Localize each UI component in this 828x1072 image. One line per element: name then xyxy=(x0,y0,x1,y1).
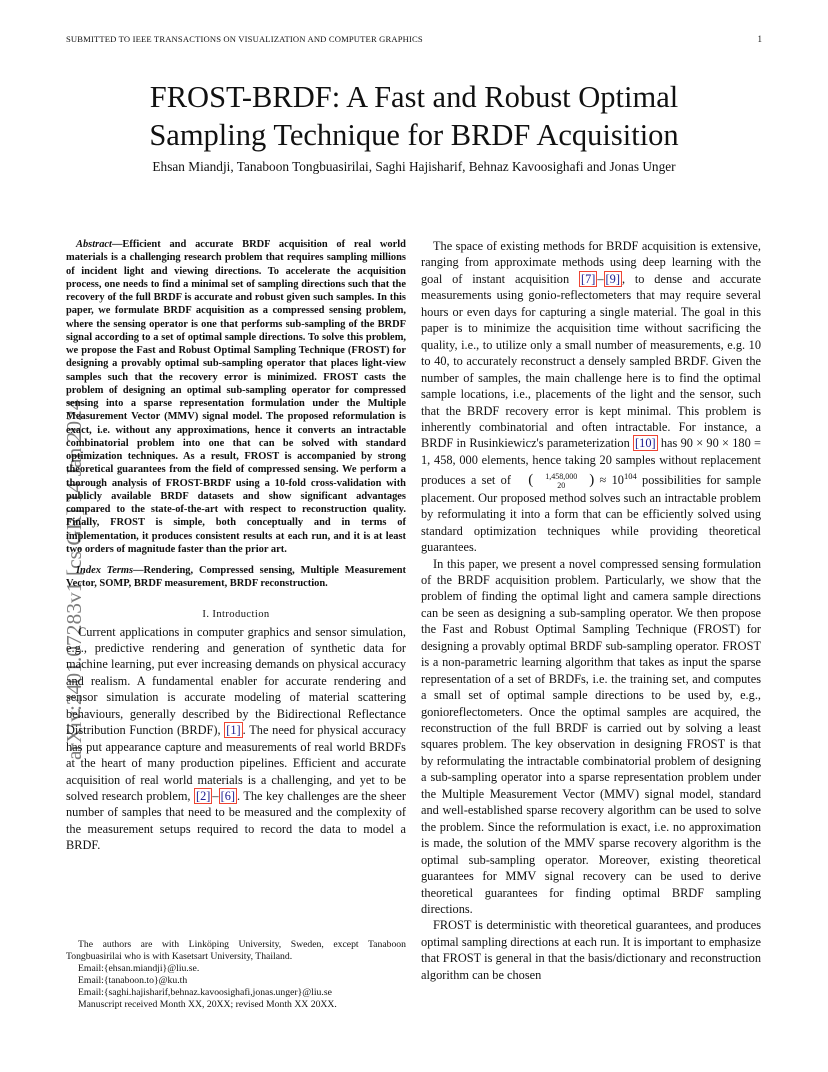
right-paragraph-3: FROST is deterministic with theoretical guarantees, and produces optimal sampling directions at each run. It is important to emphasize that FROST is general in that the basis/dictionary and reconstruction algorithm can be chosen xyxy=(421,918,761,982)
right-text-c: has 90 × 90 × 180 = 1, 458, 000 elements, hence taking 20 samples without replacement produces a set of xyxy=(421,436,761,488)
page-number: 1 xyxy=(757,34,762,44)
intro-dash: – xyxy=(212,789,219,804)
title-line-2: Sampling Technique for BRDF Acquisition xyxy=(149,118,679,152)
arxiv-stamp xyxy=(22,290,86,760)
citation-link[interactable]: [10] xyxy=(635,436,656,451)
title-line-1: FROST-BRDF: A Fast and Robust Optimal xyxy=(149,80,679,114)
arxiv-stamp-text: arXiv:2401.07283v1 [cs.GR] 14 Jan 2024 xyxy=(62,399,86,760)
left-column xyxy=(66,238,406,854)
right-column xyxy=(421,238,761,983)
footnote-email-3: Email:{saghi.hajisharif,behnaz.kavoosighafi,jonas.unger}@liu.se xyxy=(78,987,332,999)
citation-link[interactable]: [7] xyxy=(580,271,596,286)
section-heading-introduction: I. Introduction xyxy=(202,608,270,620)
right-paragraph-2: In this paper, we present a novel compressed sensing formulation of the BRDF acquisition problem. Particularly, we show that the problem of finding the optimal light and camera sample directions can be seen as designing a sub-sampling operator. We then propose the Fast and Robust Optimal Sampling Technique (FROST) for designing a provably optimal BRDF sub-sampling operator. FROST is a non-parametric learning algorithm that takes as input the sparse representation of a set of BRDFs, i.e. the training set, and computes a small set of optimal sample directions to be used by, e.g., gonioreflectometers. Once the optimal samples are acquired, the reconstruction of the full BRDF is carried out by solving a least squares problem. The key observation in designing FROST is that by reformulating the intractable combinatorial problem of designing a sub-sampling operator into a sparse representation problem under the Multiple Measurement Vector (MMV) signal model, standard and well-established sparse recovery algorithm can be used to solve the problem. Since the reformulation is exact, i.e. no approximation is made, the solution of the MMV sparse recovery algorithm is the optimal sub-sampling operator. Moreover, existing theoretical guarantees for MMV signal recovery can be used to derive theoretical guarantees for finding optimal BRDF sampling directions. xyxy=(421,556,761,917)
footnote-email-2: Email:{tanaboon.to}@ku.th xyxy=(78,975,188,987)
right-text-e: possibilities for sample placement. Our proposed method solves such an intractable problem by reformulating it into a form that can be efficiently solved using standard optimization techniques while providing theoretical guarantees. xyxy=(421,473,761,555)
author-list: Ehsan Miandji, Tanaboon Tongbuasirilai, Saghi Hajisharif, Behnaz Kavoosighafi and Jonas Unger xyxy=(152,159,676,174)
binomial-bottom: 20 xyxy=(557,480,566,490)
footnote xyxy=(66,939,406,1012)
footnote-affiliation: The authors are with Linköping University, Sweden, except Tanaboon Tongbuasirilai who is with Kasetsart University, Thailand. xyxy=(66,939,406,963)
right-text-b: , to dense and accurate measurements using gonio-reflectometers that may require several hours or even days for capturing a single material. The goal in this paper is to minimize the acquisition time without sacrificing the quality, i.e., to utilize only a small number of measurements, e.g. 10 to 40, to accurately reconstruct a densely sampled BRDF. Given the number of samples, the main challenge here is to find the optimal sample locations, i.e., placements of the light and the sensor, such that the BRDF recovery error is kept minimal. This problem is inherently combinatorial and often intractable. For instance, a BRDF in Rusinkiewicz's parameterization xyxy=(421,271,761,451)
index-terms-text: —Rendering, Compressed sensing, Multiple Measurement Vector, SOMP, BRDF measurement, BRDF reconstruction. xyxy=(66,565,406,590)
intro-text-c: . The key challenges are the sheer number of samples that need to be measured and the complexity of the measurement setups required to record the data to model a BRDF. xyxy=(66,789,406,853)
right-text-d: ≈ 10 xyxy=(594,473,624,488)
binomial: ( 1,458,000 20 ) xyxy=(528,471,595,490)
citation-link[interactable]: [9] xyxy=(605,271,620,286)
abstract-label: Abstract xyxy=(76,239,112,250)
abstract xyxy=(66,238,406,556)
right-dash: – xyxy=(597,271,604,286)
footnote-manuscript-dates: Manuscript received Month XX, 20XX; revised Month XX 20XX. xyxy=(78,999,337,1011)
paper-title xyxy=(66,78,762,154)
index-terms-label: Index Terms xyxy=(76,565,134,576)
footnote-email-1: Email:{ehsan.miandji}@liu.se. xyxy=(78,963,200,975)
citation-link[interactable]: [1] xyxy=(226,723,241,738)
intro-paragraph-1 xyxy=(66,624,406,854)
binomial-top: 1,458,000 xyxy=(545,471,578,481)
running-header: SUBMITTED TO IEEE TRANSACTIONS ON VISUALIZATION AND COMPUTER GRAPHICS xyxy=(66,34,423,44)
right-paragraph-1 xyxy=(421,238,761,556)
citation-link[interactable]: [2] xyxy=(196,789,211,804)
right-text-a: The space of existing methods for BRDF acquisition is extensive, ranging from approximate methods using deep learning with the goal of instant acquisition xyxy=(421,239,761,286)
intro-text-a: Current applications in computer graphics and sensor simulation, e.g., predictive rendering and generation of synthetic data for machine learning, put ever increasing demands on physical accuracy and realism. A fundamental enabler for accurate rendering and sensor simulation is accurate modeling of material scattering behaviours, generally described by the Bidirectional Reflectance Distribution Function (BRDF), xyxy=(66,624,406,738)
citation-link[interactable]: [6] xyxy=(220,789,235,804)
exponent: 104 xyxy=(623,471,637,482)
index-terms xyxy=(66,564,406,591)
intro-text-b: . The need for physical accuracy has put appearance capture and measurements of real world BRDFs at the heart of many production pipelines. Efficient and accurate acquisition of real world materials is a challenging, and yet to be solved research problem, xyxy=(66,723,406,804)
abstract-text: —Efficient and accurate BRDF acquisition of real world materials is a challenging research problem that requires sampling millions of incident light and viewing directions. To accelerate the acquisition process, one needs to find a minimal set of sampling directions such that the recovery of the full BRDF is accurate and robust given such samples. In this paper, we formulate BRDF acquisition as a compressed sensing problem, where the sensing operator is one that performs sub-sampling of the BRDF signal according to a set of optimal sample directions. To solve this problem, we propose the Fast and Robust Optimal Sampling Technique (FROST) for designing a provably optimal sub-sampling operator that places light-view samples such that the recovery error is minimized. FROST casts the problem of designing an optimal sub-sampling operator for compressed sensing into a sparse representation formulation under the Multiple Measurement Vector (MMV) signal model. The proposed reformulation is exact, i.e. without any approximations, hence it converts an intractable combinatorial problem into one that can be solved with standard optimization techniques. As a result, FROST is accompanied by strong theoretical guarantees from the field of compressed sensing. We perform a thorough analysis of FROST-BRDF using a 10-fold cross-validation with publicly available BRDF datasets and show significant advantages compared to the state-of-the-art with respect to reconstruction quality. Finally, FROST is simple, both conceptually and in terms of implementation, it produces consistent results at each run, and it is at least two orders of magnitude faster than the prior art. xyxy=(66,239,406,555)
